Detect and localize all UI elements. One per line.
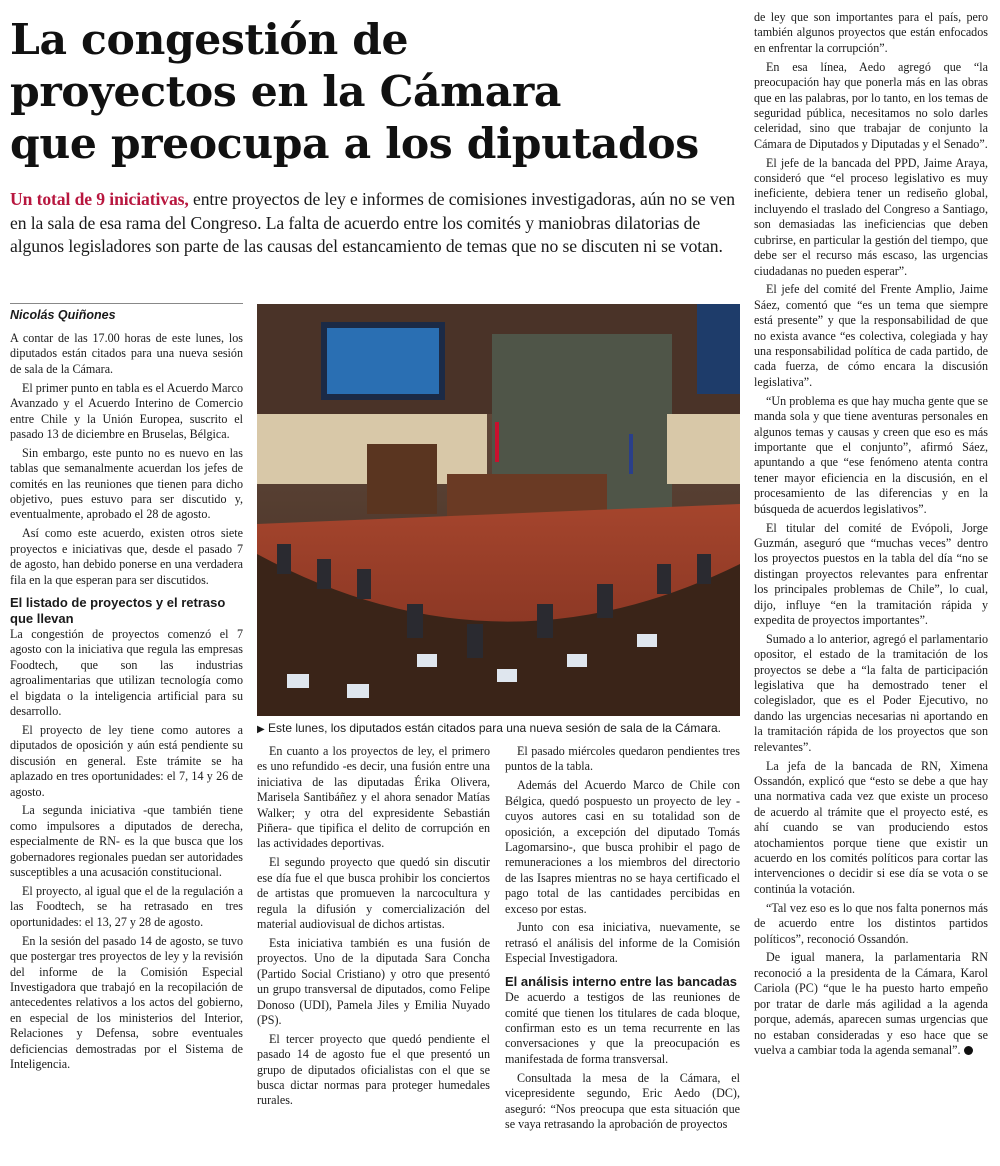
author-byline: Nicolás Quiñones	[10, 303, 243, 322]
paragraph: El jefe de la bancada del PPD, Jaime Araya, consideró que “el proceso legislativo es muy ineficiente, debiera tener un rediseño global, incluyendo el traslado del Congreso a Santiago, son demasiadas las ineficiencias que deben cubrirse, en particular la gestión del tiempo, que debe ser el recurso más escaso, las urgencias ciudadanas no pueden esperar”.	[754, 155, 988, 278]
paragraph: La congestión de proyectos comenzó el 7 agosto con la iniciativa que regula las empresas Foodtech, que son las industrias agroalimentarias que utilizan tecnología como el bigdata o la inteligencia artificial para su desarrollo.	[10, 627, 243, 719]
paragraph: El titular del comité de Evópoli, Jorge Guzmán, aseguró que “muchas veces” dentro los proyectos puestos en la tabla del día “no se distingan proyectos relevantes para enfrentar los principales problemas de Chile”, lo cual, dijo, influye “en la tramitación rápida y expedita de proyectos importantes”.	[754, 520, 988, 627]
paragraph: El pasado miércoles quedaron pendientes tres puntos de la tabla.	[505, 744, 740, 774]
paragraph: El proyecto, al igual que el de la regulación a las Foodtech, se ha retrasado en tres oportunidades: el 13, 27 y 28 de agosto.	[10, 884, 243, 929]
paragraph: Junto con esa iniciativa, nuevamente, se retrasó el análisis del informe de la Comisión Especial Investigadora.	[505, 920, 740, 966]
paragraph: “Tal vez eso es lo que nos falta ponernos más de acuerdo entre los distintos partidos políticos”, reconoció Ossandón.	[754, 900, 988, 946]
paragraph: La jefa de la bancada de RN, Ximena Ossandón, explicó que “esto se debe a que hay una normativa cada vez que existe un proceso de acuerdo al trámite que el proyecto esté, es ahí cuando se van produciendo estos atochamientos porque tiene que existir un acuerdo en los comités políticos para cortar las intervenciones o decidir si ese día se vota o se continúa la votación.	[754, 758, 988, 896]
paragraph: Sumado a lo anterior, agregó el parlamentario opositor, el estado de la tramitación de los proyectos se debe a “la falta de participación legislativa que ha demostrado tener el colegislador, que es el Poder Ejecutivo, no dando las urgencias necesarias ni aportando en la tramitación rápida de los proyectos que son relevantes”.	[754, 631, 988, 754]
headline	[10, 14, 740, 170]
paragraph: A contar de las 17.00 horas de este lunes, los diputados están citados para una nueva sesión de sala de la Cámara.	[10, 331, 243, 376]
paragraph: De acuerdo a testigos de las reuniones de comité que tienen los titulares de cada bloque, confirman esto es un tema recurrente en las conversaciones y que la preocupación es manifestada de forma transversal.	[505, 990, 740, 1066]
paragraph: La segunda iniciativa -que también tiene como impulsores a diputados de derecha, especialmente de RN- es la que busca que los gobernadores regionales puedan ser autoridades susceptibles a una acusación constitucional.	[10, 803, 243, 880]
paragraph: Además del Acuerdo Marco de Chile con Bélgica, quedó pospuesto un proyecto de ley -cuyos autores casi en su totalidad son de oposición, a excepción del diputado Tomás Lagomarsino-, que busca prohibir el pago de remuneraciones a los miembros del directorio de las Isapres mientras no se haya certificado el pago total de las cantidades percibidas en exceso por estas.	[505, 778, 740, 916]
paragraph: En la sesión del pasado 14 de agosto, se tuvo que postergar tres proyectos de ley y la revisión del informe de la Comisión Especial Investigadora que trabajó en la recopilación de antecedentes relativos a los actos del gobierno, en especial de los ministerios del Interior, Relaciones y Defensa, sobre eventuales deficiencias demostradas por el Sistema de Inteligencia.	[10, 933, 243, 1071]
paragraph: Así como este acuerdo, existen otros siete proyectos e iniciativas que, desde el pasado 7 de agosto, han debido ponerse en una verdadera fila en la que esperan para ser discutidos.	[10, 526, 243, 587]
paragraph: El tercer proyecto que quedó pendiente el pasado 14 de agosto fue el que presentó un grupo de diputados oficialistas con el que se busca dictar normas para proteger humedales rurales.	[257, 1031, 490, 1108]
paragraph: El primer punto en tabla es el Acuerdo Marco Avanzado y el Acuerdo Interino de Comercio entre Chile y la Unión Europea, suscrito el pasado 13 de diciembre en Bruselas, Bélgica.	[10, 380, 243, 441]
paragraph: El segundo proyecto que quedó sin discutir ese día fue el que busca prohibir los conciertos de artistas que promueven la narcocultura y regula la difusión y comercialización del material audiovisual de dichos artistas.	[257, 855, 490, 931]
headline-line-3: que preocupa a los diputados	[10, 119, 699, 169]
lede-text: entre proyectos de ley e informes de comisiones investigadoras, aún no se ven en la sala de esa rama del Congreso. La falta de acuerdo entre los comités y maniobras dilatorias de algunos legisladores son parte de las causas del estancamiento de temas que no se discuten ni se votan.	[10, 189, 735, 256]
paragraph: En cuanto a los proyectos de ley, el primero es uno refundido -es decir, una fusión entre una iniciativa de las diputadas Érika Olivera, Marisela Santibáñez y el ahora senador Matías Walker; y otra del expresidente Sebastián Piñera- que tipifica el delito de corrupción en las actividades deportivas.	[257, 744, 490, 851]
chamber-photo	[257, 304, 740, 716]
column-4	[754, 10, 988, 1062]
headline-line-1: La congestión de	[10, 15, 409, 65]
subheading-analysis: El análisis interno entre las bancadas	[505, 973, 737, 989]
subheading-projects: El listado de proyectos y el retraso que llevan	[10, 595, 226, 626]
column-1	[10, 331, 243, 1076]
end-mark-icon	[964, 1046, 973, 1055]
column-2	[257, 744, 490, 1112]
lede	[10, 188, 746, 259]
paragraph: El jefe del comité del Frente Amplio, Jaime Sáez, comentó que “es un tema que siempre está presente” y que la responsabilidad de que no exista avance “es colectiva, colegiada y hay una responsabilidad política de cada partido, de cada fuerza, de cómo encara la discusión legislativa”.	[754, 282, 988, 389]
paragraph: En esa línea, Aedo agregó que “la preocupación hay que ponerla más en las obras que en las palabras, por lo tanto, en los temas de seguridad pública, necesitamos no solo darles celeridad, sino que trabajar de conjunto la Cámara de Diputados y Diputadas y el Senado”.	[754, 59, 988, 151]
paragraph: de ley que son importantes para el país, pero también algunos proyectos que están enfocados en enfrentar la corrupción”.	[754, 10, 988, 55]
paragraph: Consultada la mesa de la Cámara, el vicepresidente segundo, Eric Aedo (DC), aseguró: “Nos preocupa que esta situación que se vaya retrasando la aprobación de proyectos	[505, 1070, 740, 1131]
headline-line-2: proyectos en la Cámara	[10, 67, 561, 117]
photo-caption	[257, 721, 740, 737]
lede-highlight: Un total de 9 iniciativas,	[10, 189, 189, 209]
paragraph: El proyecto de ley tiene como autores a diputados de oposición y aún está pendiente su discusión en general. Este trámite se ha aplazado en tres oportunidades: el 7, 14 y 26 de agosto.	[10, 722, 243, 799]
caption-text: Este lunes, los diputados están citados para una nueva sesión de sala de la Cámara.	[268, 721, 721, 735]
paragraph: Esta iniciativa también es una fusión de proyectos. Uno de la diputada Sara Concha (Partido Social Cristiano) y otro que presentó un grupo transversal de diputados, como Felipe Donoso (UDI), Pamela Jiles y Emilia Nuyado (PS).	[257, 935, 490, 1027]
paragraph-final	[754, 950, 988, 1058]
column-3	[505, 744, 740, 1136]
caption-marker-icon: ▶	[257, 724, 265, 735]
paragraph: Sin embargo, este punto no es nuevo en las tablas que semanalmente acuerdan los jefes de comités en las reuniones que tienen para dicho objetivo, pues estuvo para ser discutido y, eventualmente, aprobado el 28 de agosto.	[10, 445, 243, 522]
chamber-photo-illustration	[257, 304, 740, 716]
final-text: De igual manera, la parlamentaria RN reconoció a la presidenta de la Cámara, Karol Cariola (PC) “que le ha puesto harto empeño por tratar de darle más agilidad a la agenda porque, además, aparecen sumas urgencias que no estaban consideradas y eso hace que se vuelva a cambiar toda la agenda semanal”.	[754, 950, 988, 1057]
paragraph: “Un problema es que hay mucha gente que se manda sola y que tiene aventuras personales en algunos temas y causas y creen que eso es más importante que el conjunto”, afirmó Sáez, apuntando a que “ese fenómeno atenta contra tener mayor eficiencia en la discusión, en el procesamiento de las diferencias y en la búsqueda de acuerdos legislativos”.	[754, 393, 988, 516]
